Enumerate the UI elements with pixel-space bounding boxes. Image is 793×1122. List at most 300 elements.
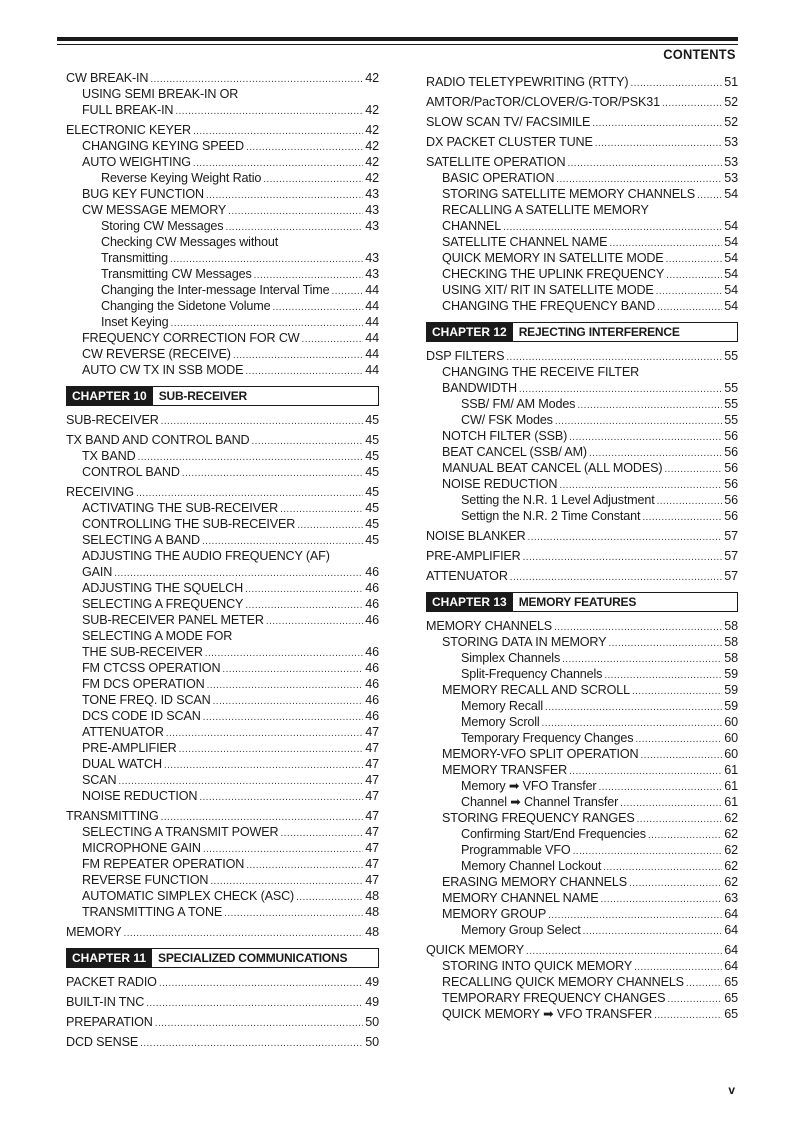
dot-leader xyxy=(266,614,363,630)
toc-entry-label: RECEIVING xyxy=(66,485,134,499)
toc-entry[interactable] xyxy=(426,94,738,110)
toc-entry[interactable] xyxy=(426,568,738,584)
toc-page-number: 59 xyxy=(724,699,738,713)
toc-entry[interactable] xyxy=(66,772,379,788)
toc-entry-label: FM DCS OPERATION xyxy=(82,677,205,691)
toc-entry-label: ACTIVATING THE SUB-RECEIVER xyxy=(82,501,279,515)
toc-entry-label: BUILT-IN TNC xyxy=(66,995,145,1009)
toc-page-number: 65 xyxy=(724,975,738,989)
toc-entry[interactable] xyxy=(66,1014,379,1030)
toc-entry[interactable] xyxy=(66,102,379,118)
toc-entry[interactable] xyxy=(426,154,738,170)
toc-entry-label: Changing the Inter-message Interval Time xyxy=(101,283,330,297)
dot-leader xyxy=(555,414,722,430)
toc-page-number: 43 xyxy=(365,203,379,217)
toc-page-number: 60 xyxy=(724,731,738,745)
toc-page-number: 49 xyxy=(365,995,379,1009)
toc-entry[interactable] xyxy=(66,282,379,298)
toc-entry-label: FULL BREAK-IN xyxy=(82,103,174,117)
toc-entry-label: MEMORY xyxy=(66,925,122,939)
toc-page-number: 62 xyxy=(724,811,738,825)
toc-entry-label: MEMORY CHANNEL NAME xyxy=(442,891,599,905)
toc-entry[interactable] xyxy=(426,618,738,634)
toc-entry[interactable] xyxy=(426,958,738,974)
toc-entry-label: MANUAL BEAT CANCEL (ALL MODES) xyxy=(442,461,663,475)
toc-page-number: 47 xyxy=(365,757,379,771)
toc-entry-label: NOISE BLANKER xyxy=(426,529,526,543)
header-rule-thin xyxy=(57,44,738,45)
toc-entry-label: ADJUSTING THE SQUELCH xyxy=(82,581,244,595)
toc-entry[interactable] xyxy=(66,824,379,840)
dot-leader xyxy=(630,76,722,92)
toc-entry[interactable] xyxy=(66,122,379,138)
toc-entry[interactable] xyxy=(426,874,738,890)
toc-entry[interactable] xyxy=(66,484,379,500)
toc-entry-label: CONTROL BAND xyxy=(82,465,180,479)
toc-entry[interactable] xyxy=(426,906,738,922)
dot-leader xyxy=(228,204,363,220)
toc-entry[interactable] xyxy=(426,134,738,150)
dot-leader xyxy=(263,172,363,188)
toc-entry[interactable] xyxy=(66,516,379,532)
toc-entry-label: ELECTRONIC KEYER xyxy=(66,123,191,137)
toc-entry[interactable] xyxy=(426,266,738,282)
dot-leader xyxy=(140,1036,363,1052)
toc-entry[interactable] xyxy=(426,842,738,858)
toc-page-number: 57 xyxy=(724,549,738,563)
toc-page-number: 48 xyxy=(365,905,379,919)
dot-leader xyxy=(667,992,722,1008)
toc-page-number: 54 xyxy=(724,187,738,201)
toc-entry-label: CW MESSAGE MEMORY xyxy=(82,203,227,217)
toc-entry[interactable] xyxy=(426,250,738,266)
dot-leader xyxy=(155,1016,363,1032)
toc-entry-label: USING SEMI BREAK-IN OR xyxy=(82,87,239,101)
toc-entry[interactable] xyxy=(426,1006,738,1022)
dot-leader xyxy=(697,188,722,204)
toc-entry-label: AMTOR/PacTOR/CLOVER/G-TOR/PSK31 xyxy=(426,95,660,109)
chapter-title: MEMORY FEATURES xyxy=(518,595,637,609)
dot-leader xyxy=(577,398,722,414)
toc-page-number: 54 xyxy=(724,219,738,233)
toc-entry-label: USING XIT/ RIT IN SATELLITE MODE xyxy=(442,283,654,297)
toc-entry-label: PREPARATION xyxy=(66,1015,153,1029)
dot-leader xyxy=(662,96,722,112)
toc-page-number: 57 xyxy=(724,569,738,583)
toc-entry[interactable] xyxy=(66,138,379,154)
toc-page-number: 62 xyxy=(724,875,738,889)
toc-entry[interactable] xyxy=(426,412,738,428)
toc-entry[interactable] xyxy=(66,170,379,186)
toc-entry[interactable] xyxy=(66,412,379,428)
toc-page-number: 46 xyxy=(365,645,379,659)
toc-entry-label: NOTCH FILTER (SSB) xyxy=(442,429,568,443)
toc-entry[interactable] xyxy=(426,528,738,544)
toc-page-number: 45 xyxy=(365,485,379,499)
toc-page-number: 64 xyxy=(724,943,738,957)
dot-leader xyxy=(642,510,722,526)
dot-leader xyxy=(567,156,722,172)
toc-entry-label: SELECTING A FREQUENCY xyxy=(82,597,244,611)
toc-entry[interactable] xyxy=(426,348,738,364)
toc-entry[interactable] xyxy=(426,114,738,130)
toc-entry[interactable] xyxy=(426,730,738,746)
dot-leader xyxy=(213,694,363,710)
toc-page-number: 56 xyxy=(724,477,738,491)
toc-entry[interactable] xyxy=(426,974,738,990)
toc-entry-label: CW REVERSE (RECEIVE) xyxy=(82,347,231,361)
toc-entry[interactable] xyxy=(66,724,379,740)
toc-entry-label: SELECTING A BAND xyxy=(82,533,200,547)
toc-entry-label: DCS CODE ID SCAN xyxy=(82,709,201,723)
toc-page-number: 45 xyxy=(365,533,379,547)
toc-entry-label: ERASING MEMORY CHANNELS xyxy=(442,875,628,889)
toc-entry[interactable] xyxy=(426,826,738,842)
toc-entry[interactable] xyxy=(66,660,379,676)
toc-entry[interactable] xyxy=(66,676,379,692)
toc-entry-label: CHANGING KEYING SPEED xyxy=(82,139,245,153)
toc-entry[interactable] xyxy=(66,840,379,856)
toc-entry-label: REVERSE FUNCTION xyxy=(82,873,209,887)
toc-entry-label: SLOW SCAN TV/ FACSIMILE xyxy=(426,115,591,129)
dot-leader xyxy=(600,892,722,908)
toc-entry-label: ATTENUATOR xyxy=(426,569,508,583)
toc-entry-label: SATELLITE OPERATION xyxy=(426,155,566,169)
toc-entry[interactable] xyxy=(426,74,738,90)
toc-entry-label: Reverse Keying Weight Ratio xyxy=(101,171,262,185)
toc-entry[interactable] xyxy=(426,762,738,778)
toc-page-number: 44 xyxy=(365,347,379,361)
toc-page-number: 42 xyxy=(365,171,379,185)
toc-page-number: 64 xyxy=(724,907,738,921)
toc-entry[interactable] xyxy=(426,492,738,508)
toc-column-left xyxy=(66,70,379,1050)
toc-entry[interactable] xyxy=(66,234,379,250)
dot-leader xyxy=(179,742,363,758)
toc-page-number: 47 xyxy=(365,789,379,803)
toc-entry-label: CW/ FSK Modes xyxy=(461,413,553,427)
toc-entry-label: TEMPORARY FREQUENCY CHANGES xyxy=(442,991,666,1005)
toc-entry[interactable] xyxy=(426,778,738,794)
toc-entry-label: SCAN xyxy=(82,773,117,787)
toc-page-number: 47 xyxy=(365,725,379,739)
toc-page-number: 54 xyxy=(724,251,738,265)
dot-leader xyxy=(199,790,363,806)
toc-entry-label: Memory Channel Lockout xyxy=(461,859,602,873)
dot-leader xyxy=(164,758,363,774)
dot-leader xyxy=(332,284,363,300)
toc-entry[interactable] xyxy=(426,170,738,186)
toc-page-number: 48 xyxy=(365,925,379,939)
toc-entry-label: Confirming Start/End Frequencies xyxy=(461,827,646,841)
toc-entry[interactable] xyxy=(66,708,379,724)
dot-leader xyxy=(146,996,363,1012)
dot-leader xyxy=(302,332,363,348)
toc-page-number: 44 xyxy=(365,315,379,329)
toc-page-number: 56 xyxy=(724,445,738,459)
dot-leader xyxy=(175,104,363,120)
dot-leader xyxy=(569,430,722,446)
toc-entry[interactable] xyxy=(426,634,738,650)
toc-entry[interactable] xyxy=(426,548,738,564)
toc-entry-label: CONTROLLING THE SUB-RECEIVER xyxy=(82,517,296,531)
toc-entry[interactable] xyxy=(66,202,379,218)
toc-page-number: 47 xyxy=(365,857,379,871)
toc-entry-label: MEMORY GROUP xyxy=(442,907,547,921)
toc-entry[interactable] xyxy=(426,218,738,234)
dot-leader xyxy=(654,1008,722,1024)
toc-entry[interactable] xyxy=(66,756,379,772)
toc-entry-label: BANDWIDTH xyxy=(442,381,517,395)
toc-entry[interactable] xyxy=(66,314,379,330)
toc-entry-label: CHECKING THE UPLINK FREQUENCY xyxy=(442,267,665,281)
toc-entry[interactable] xyxy=(426,396,738,412)
toc-entry[interactable] xyxy=(426,460,738,476)
toc-entry-label: Memory Group Select xyxy=(461,923,581,937)
toc-page-number: 54 xyxy=(724,283,738,297)
toc-entry[interactable] xyxy=(426,298,738,314)
toc-entry[interactable] xyxy=(426,380,738,396)
toc-entry[interactable] xyxy=(66,250,379,266)
toc-page-number: 47 xyxy=(365,873,379,887)
toc-entry[interactable] xyxy=(66,70,379,86)
toc-page-number: 52 xyxy=(724,115,738,129)
toc-page-number: 62 xyxy=(724,827,738,841)
toc-page-number: 61 xyxy=(724,763,738,777)
toc-page-number: 48 xyxy=(365,889,379,903)
toc-page-number: 42 xyxy=(365,103,379,117)
toc-entry[interactable] xyxy=(426,990,738,1006)
toc-page-number: 42 xyxy=(365,123,379,137)
toc-page-number: 52 xyxy=(724,95,738,109)
toc-entry[interactable] xyxy=(66,154,379,170)
toc-column-right xyxy=(426,70,738,1022)
toc-entry-label: THE SUB-RECEIVER xyxy=(82,645,203,659)
toc-page-number: 43 xyxy=(365,267,379,281)
toc-entry-label: BUG KEY FUNCTION xyxy=(82,187,204,201)
dot-leader xyxy=(592,116,722,132)
toc-entry-label: MEMORY TRANSFER xyxy=(442,763,568,777)
chapter-heading xyxy=(426,592,738,612)
toc-entry[interactable] xyxy=(66,548,379,564)
dot-leader xyxy=(224,906,363,922)
toc-entry[interactable] xyxy=(66,808,379,824)
toc-entry-label: QUICK MEMORY xyxy=(426,943,525,957)
dot-leader xyxy=(510,570,722,586)
dot-leader xyxy=(246,858,363,874)
toc-entry[interactable] xyxy=(66,740,379,756)
toc-entry[interactable] xyxy=(66,564,379,580)
toc-entry-label: STORING DATA IN MEMORY xyxy=(442,635,607,649)
toc-page-number: 55 xyxy=(724,413,738,427)
toc-entry[interactable] xyxy=(66,994,379,1010)
toc-entry-label: STORING FREQUENCY RANGES xyxy=(442,811,635,825)
toc-entry[interactable] xyxy=(426,922,738,938)
page-title: CONTENTS xyxy=(663,46,736,62)
toc-page-number: 56 xyxy=(724,509,738,523)
toc-entry[interactable] xyxy=(66,856,379,872)
toc-entry-label: Transmitting CW Messages xyxy=(101,267,252,281)
dot-leader xyxy=(246,140,363,156)
toc-entry[interactable] xyxy=(66,612,379,628)
dot-leader xyxy=(657,300,722,316)
toc-page-number: 46 xyxy=(365,581,379,595)
toc-entry-label: STORING INTO QUICK MEMORY xyxy=(442,959,633,973)
dot-leader xyxy=(620,796,722,812)
toc-entry-label: AUTOMATIC SIMPLEX CHECK (ASC) xyxy=(82,889,295,903)
toc-entry[interactable] xyxy=(426,282,738,298)
toc-entry[interactable] xyxy=(426,186,738,202)
toc-entry[interactable] xyxy=(66,872,379,888)
toc-entry[interactable] xyxy=(66,904,379,920)
chapter-title: SUB-RECEIVER xyxy=(158,389,247,403)
dot-leader xyxy=(640,748,722,764)
toc-entry-label: MICROPHONE GAIN xyxy=(82,841,201,855)
toc-entry-label: GAIN xyxy=(82,565,113,579)
toc-entry[interactable] xyxy=(66,644,379,660)
toc-page-number: 64 xyxy=(724,923,738,937)
toc-entry-label: FM REPEATER OPERATION xyxy=(82,857,245,871)
toc-entry-label: SUB-RECEIVER xyxy=(66,413,159,427)
toc-entry[interactable] xyxy=(66,924,379,940)
toc-entry[interactable] xyxy=(66,448,379,464)
toc-entry[interactable] xyxy=(66,692,379,708)
toc-entry-label: BASIC OPERATION xyxy=(442,171,555,185)
toc-page-number: 54 xyxy=(724,235,738,249)
toc-entry[interactable] xyxy=(66,218,379,234)
toc-entry-label: ATTENUATOR xyxy=(82,725,164,739)
toc-entry[interactable] xyxy=(66,532,379,548)
toc-entry[interactable] xyxy=(426,714,738,730)
toc-entry[interactable] xyxy=(426,202,738,218)
chapter-title: REJECTING INTERFERENCE xyxy=(518,325,680,339)
dot-leader xyxy=(222,662,363,678)
dot-leader xyxy=(245,364,363,380)
dot-leader xyxy=(664,462,722,478)
toc-entry-label: Settign the N.R. 2 Time Constant xyxy=(461,509,641,523)
toc-page-number: 47 xyxy=(365,741,379,755)
toc-entry[interactable] xyxy=(426,666,738,682)
dot-leader xyxy=(203,710,363,726)
toc-entry[interactable] xyxy=(66,788,379,804)
toc-page-number: 43 xyxy=(365,219,379,233)
toc-entry[interactable] xyxy=(426,858,738,874)
toc-entry[interactable] xyxy=(426,234,738,250)
page-number: v xyxy=(728,1083,735,1097)
toc-entry-label: DSP FILTERS xyxy=(426,349,505,363)
dot-leader xyxy=(595,136,722,152)
toc-entry[interactable] xyxy=(66,974,379,990)
toc-page-number: 51 xyxy=(724,75,738,89)
toc-entry[interactable] xyxy=(66,888,379,904)
toc-entry[interactable] xyxy=(426,508,738,524)
toc-page-number: 44 xyxy=(365,299,379,313)
toc-page-number: 43 xyxy=(365,187,379,201)
toc-entry[interactable] xyxy=(66,580,379,596)
dot-leader xyxy=(159,976,363,992)
toc-entry[interactable] xyxy=(66,330,379,346)
toc-page-number: 59 xyxy=(724,667,738,681)
toc-entry-label: SATELLITE CHANNEL NAME xyxy=(442,235,608,249)
toc-page-number: 65 xyxy=(724,991,738,1005)
toc-entry[interactable] xyxy=(66,266,379,282)
dot-leader xyxy=(648,828,722,844)
toc-entry[interactable] xyxy=(426,650,738,666)
toc-entry[interactable] xyxy=(426,942,738,958)
toc-entry[interactable] xyxy=(66,346,379,362)
toc-entry[interactable] xyxy=(66,596,379,612)
chapter-heading xyxy=(426,322,738,342)
chapter-number: CHAPTER 13 xyxy=(427,593,513,611)
toc-page-number: 50 xyxy=(365,1035,379,1049)
toc-entry[interactable] xyxy=(66,432,379,448)
toc-page-number: 45 xyxy=(365,449,379,463)
toc-page-number: 60 xyxy=(724,747,738,761)
toc-entry-label: TX BAND xyxy=(82,449,136,463)
toc-entry[interactable] xyxy=(66,186,379,202)
toc-entry[interactable] xyxy=(426,698,738,714)
toc-entry-label: Changing the Sidetone Volume xyxy=(101,299,271,313)
toc-entry-label: Channel ➡ Channel Transfer xyxy=(461,795,619,809)
toc-entry-label: Transmitting xyxy=(101,251,169,265)
dot-leader xyxy=(272,300,363,316)
toc-page-number: 42 xyxy=(365,139,379,153)
chapter-number: CHAPTER 12 xyxy=(427,323,513,341)
toc-entry-label: Memory ➡ VFO Transfer xyxy=(461,779,597,793)
toc-entry-label: DUAL WATCH xyxy=(82,757,162,771)
toc-entry-label: NOISE REDUCTION xyxy=(82,789,198,803)
toc-entry-label: PRE-AMPLIFIER xyxy=(426,549,521,563)
dot-leader xyxy=(182,466,363,482)
dot-leader xyxy=(528,530,722,546)
toc-entry[interactable] xyxy=(66,500,379,516)
toc-entry[interactable] xyxy=(66,362,379,378)
toc-entry[interactable] xyxy=(66,1034,379,1050)
toc-page-number: 46 xyxy=(365,597,379,611)
dot-leader xyxy=(686,976,722,992)
toc-entry[interactable] xyxy=(426,444,738,460)
chapter-number: CHAPTER 11 xyxy=(67,949,152,967)
toc-page-number: 53 xyxy=(724,171,738,185)
toc-entry[interactable] xyxy=(426,428,738,444)
toc-entry[interactable] xyxy=(66,298,379,314)
toc-entry-label: QUICK MEMORY IN SATELLITE MODE xyxy=(442,251,664,265)
toc-entry[interactable] xyxy=(426,746,738,762)
toc-entry-label: Temporary Frequency Changes xyxy=(461,731,634,745)
toc-entry[interactable] xyxy=(426,810,738,826)
toc-page-number: 60 xyxy=(724,715,738,729)
toc-entry[interactable] xyxy=(66,628,379,644)
dot-leader xyxy=(124,926,363,942)
toc-entry[interactable] xyxy=(426,794,738,810)
toc-entry[interactable] xyxy=(426,682,738,698)
dot-leader xyxy=(657,494,722,510)
toc-entry-label: Split-Frequency Channels xyxy=(461,667,603,681)
toc-entry[interactable] xyxy=(66,86,379,102)
toc-page-number: 44 xyxy=(365,331,379,345)
toc-entry-label: ADJUSTING THE AUDIO FREQUENCY (AF) xyxy=(82,549,330,563)
toc-entry[interactable] xyxy=(426,476,738,492)
toc-page-number: 42 xyxy=(365,71,379,85)
chapter-heading xyxy=(66,386,379,406)
toc-entry[interactable] xyxy=(426,890,738,906)
toc-page-number: 47 xyxy=(365,825,379,839)
toc-entry-label: SELECTING A MODE FOR xyxy=(82,629,233,643)
toc-entry-label: MEMORY CHANNELS xyxy=(426,619,553,633)
toc-entry[interactable] xyxy=(426,364,738,380)
toc-entry-label: Checking CW Messages without xyxy=(101,235,279,249)
toc-entry[interactable] xyxy=(66,464,379,480)
